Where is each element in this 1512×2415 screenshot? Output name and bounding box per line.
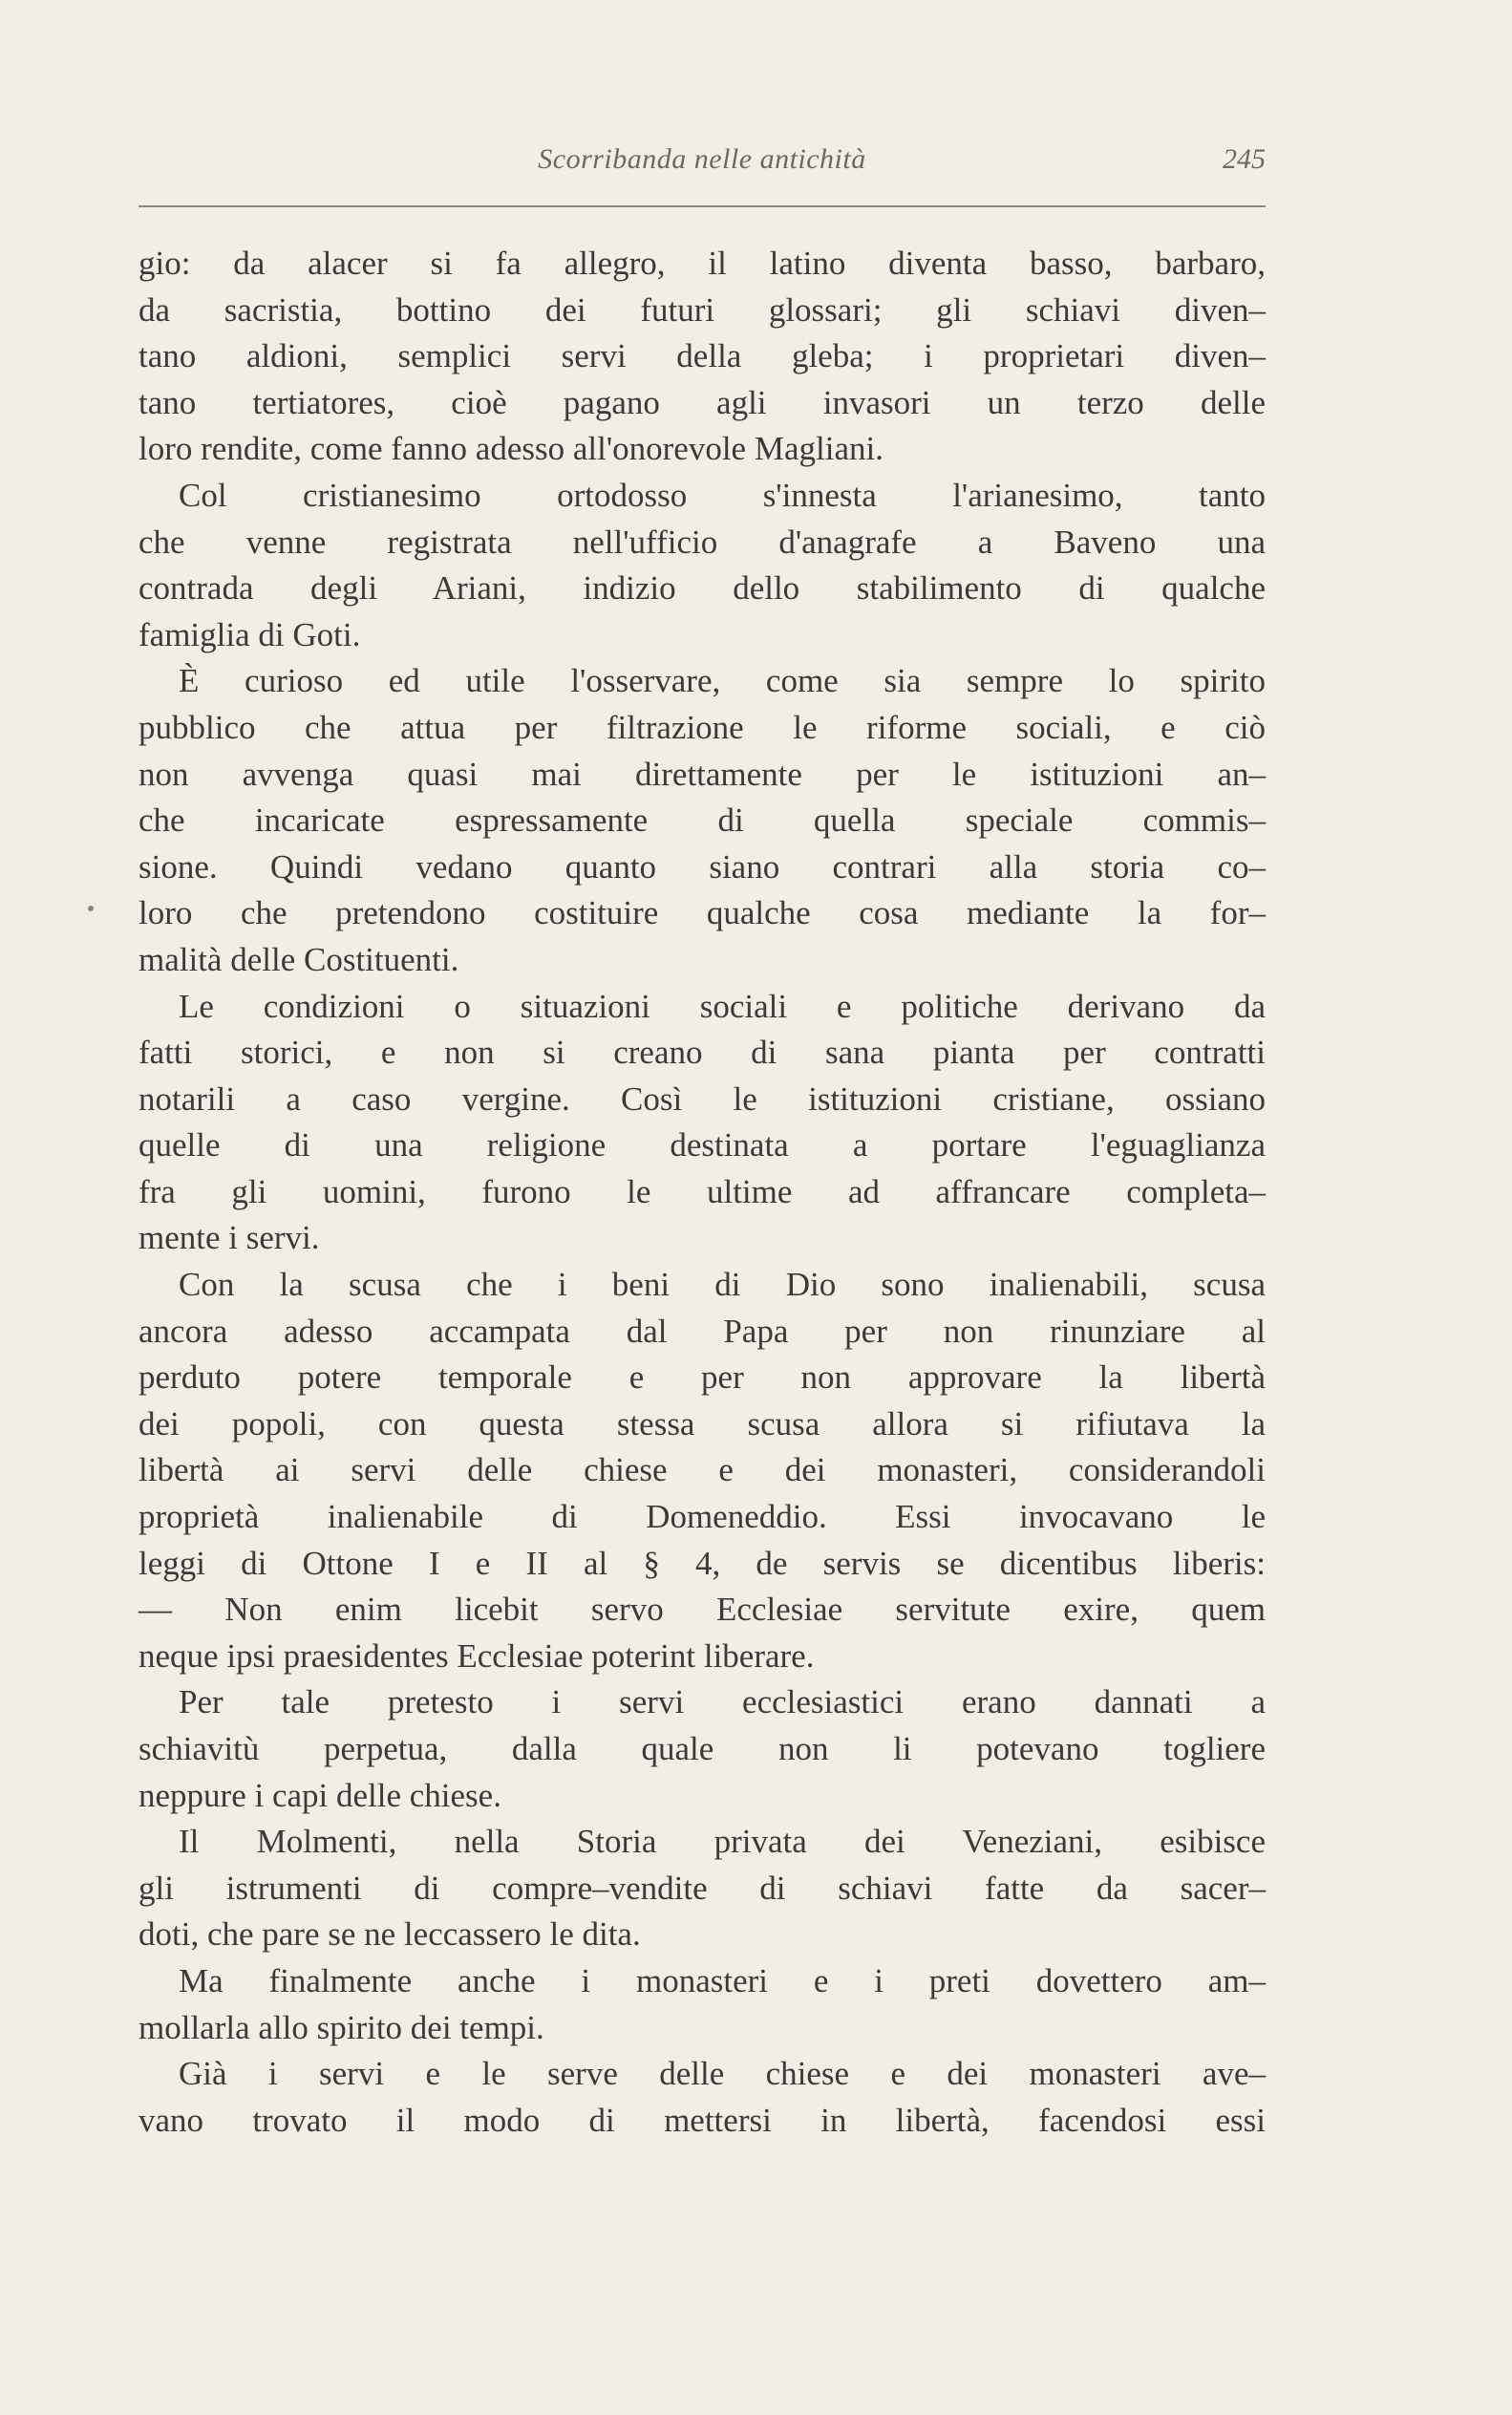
text-line: mente i servi.	[138, 1219, 320, 1257]
text-line: mollarla allo spirito dei tempi.	[138, 2008, 544, 2046]
text-line: libertà ai servi delle chiese e dei monasteri, considerandoli	[138, 1451, 1266, 1489]
page-number: 245	[1223, 143, 1266, 175]
text-line: loro rendite, come fanno adesso all'onorevole Magliani.	[138, 430, 884, 468]
running-title: Scorribanda nelle antichità	[538, 143, 866, 175]
header-rule	[138, 205, 1266, 207]
text-line: doti, che pare se ne leccassero le dita.	[138, 1915, 641, 1954]
text-line: dei popoli, con questa stessa scusa allora si rifiutava la	[138, 1404, 1266, 1443]
text-line: perduto potere temporale e per non approvare la libertà	[138, 1358, 1266, 1397]
text-line: ancora adesso accampata dal Papa per non rinunziare al	[138, 1312, 1266, 1350]
text-line: — Non enim licebit servo Ecclesiae servitute exire, quem	[138, 1591, 1266, 1629]
text-line: fra gli uomini, furono le ultime ad affrancare completa–	[138, 1172, 1266, 1210]
text-line: quelle di una religione destinata a portare l'eguaglianza	[138, 1126, 1266, 1165]
text-line: gli istrumenti di compre–vendite di schiavi fatte da sacer–	[138, 1869, 1266, 1907]
text-line: vano trovato il modo di mettersi in libertà, facendosi essi	[138, 2101, 1266, 2139]
text-line: loro che pretendono costituire qualche cosa mediante la for–	[138, 894, 1266, 932]
text-line: fatti storici, e non si creano di sana pianta per contratti	[138, 1034, 1266, 1072]
text-line: notarili a caso vergine. Così le istituzioni cristiane, ossiano	[138, 1079, 1266, 1118]
text-line: malità delle Costituenti.	[138, 940, 459, 978]
text-line: proprietà inalienabile di Domeneddio. Essi invocavano le	[138, 1498, 1266, 1536]
text-line: Già i servi e le serve delle chiese e dei monasteri ave–	[179, 2055, 1266, 2093]
text-line: pubblico che attua per filtrazione le riforme sociali, e ciò	[138, 708, 1266, 746]
text-line: neppure i capi delle chiese.	[138, 1776, 501, 1814]
text-line: gio: da alacer si fa allegro, il latino diventa basso, barbaro,	[138, 245, 1266, 282]
text-line: sione. Quindi vedano quanto siano contrari alla storia co–	[138, 847, 1266, 886]
text-line: schiavitù perpetua, dalla quale non li potevano togliere	[138, 1730, 1266, 1767]
text-line: da sacristia, bottino dei futuri glossari; gli schiavi diven–	[138, 290, 1266, 329]
text-line: che incaricate espressamente di quella speciale commis–	[138, 801, 1266, 840]
text-line: che venne registrata nell'ufficio d'anagrafe a Baveno una	[138, 523, 1266, 561]
text-line: È curioso ed utile l'osservare, come sia sempre lo spirito	[179, 662, 1266, 700]
text-line: Con la scusa che i beni di Dio sono inalienabili, scusa	[179, 1266, 1266, 1304]
text-line: tano aldioni, semplici servi della gleba; i proprietari diven–	[138, 337, 1266, 375]
margin-dot	[88, 906, 94, 911]
text-line: Col cristianesimo ortodosso s'innesta l'arianesimo, tanto	[179, 476, 1266, 514]
text-line: leggi di Ottone I e II al § 4, de servis se dicentibus liberis:	[138, 1544, 1266, 1582]
text-line: neque ipsi praesidentes Ecclesiae poterint liberare.	[138, 1636, 815, 1675]
text-line: famiglia di Goti.	[138, 615, 361, 653]
text-line: Ma finalmente anche i monasteri e i preti dovettero am–	[179, 1961, 1266, 1999]
body-text	[138, 241, 1266, 2144]
text-line: Per tale pretesto i servi ecclesiastici erano dannati a	[179, 1683, 1266, 1721]
text-line: tano tertiatores, cioè pagano agli invasori un terzo delle	[138, 383, 1266, 421]
text-line: Le condizioni o situazioni sociali e politiche derivano da	[179, 987, 1266, 1025]
text-line: contrada degli Ariani, indizio dello stabilimento di qualche	[138, 569, 1266, 608]
page-header	[138, 143, 1266, 185]
text-line: non avvenga quasi mai direttamente per le istituzioni an–	[138, 755, 1266, 793]
text-line: Il Molmenti, nella Storia privata dei Veneziani, esibisce	[179, 1823, 1266, 1861]
